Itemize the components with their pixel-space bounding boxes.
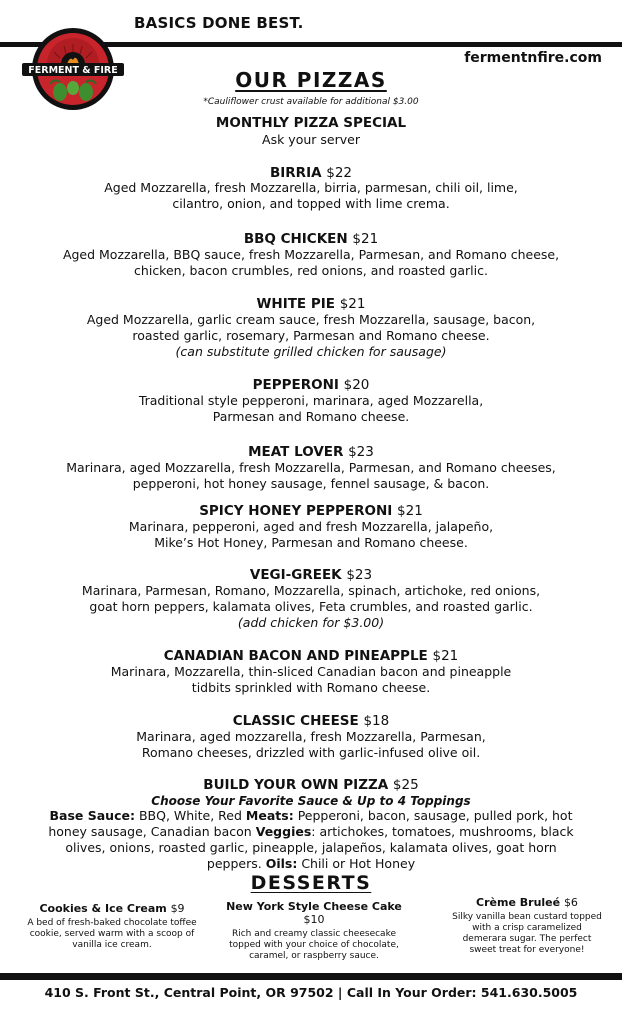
pizza-item-white-pie	[0, 296, 622, 312]
pizza-price: $18	[363, 713, 390, 729]
build-your-own-title	[0, 777, 622, 793]
oils-label: Oils:	[265, 856, 298, 871]
pizza-price: $23	[346, 567, 373, 583]
pizza-name: BIRRIA	[269, 165, 322, 181]
dessert-name: Cookies & Ice Cream	[39, 902, 167, 915]
pizza-desc: Marinara, Parmesan, Romano, Mozzarella, spinach, artichoke, red onions,	[81, 583, 541, 598]
pizza-desc: Aged Mozzarella, BBQ sauce, fresh Mozzarella, Parmesan, and Romano cheese,	[62, 247, 560, 262]
pizza-desc: goat horn peppers, kalamata olives, Feta crumbles, and roasted garlic.	[89, 599, 533, 614]
pizza-item-pepperoni	[0, 377, 622, 393]
desserts-heading: DESSERTS	[250, 872, 372, 894]
pizza-item-meat-lover	[0, 444, 622, 460]
pizza-name: SPICY HONEY PEPPERONI	[199, 503, 393, 519]
pizza-price: $21	[397, 503, 423, 519]
bottom-divider	[0, 973, 622, 980]
pizza-desc: Marinara, aged Mozzarella, fresh Mozzarella, Parmesan, and Romano cheeses,	[66, 460, 556, 475]
pizza-desc: Aged Mozzarella, garlic cream sauce, fresh Mozzarella, sausage, bacon,	[86, 312, 536, 327]
pizza-price: $25	[392, 777, 419, 793]
tagline: BASICS DONE BEST.	[134, 14, 304, 32]
build-your-own-options	[40, 808, 582, 872]
build-your-own-subtitle: Choose Your Favorite Sauce & Up to 4 Toppings	[151, 794, 471, 808]
pizza-name: VEGI-GREEK	[249, 567, 342, 583]
dessert-price: $6	[563, 896, 578, 909]
pizza-item-spicy-honey-pepperoni	[0, 503, 622, 519]
pizza-price: $20	[343, 377, 370, 393]
pizza-desc: chicken, bacon crumbles, red onions, and roasted garlic.	[134, 263, 488, 278]
oils-options: Chili or Hot Honey	[301, 856, 416, 871]
pizza-name: CANADIAN BACON AND PINEAPPLE	[163, 648, 428, 664]
veggies-label: Veggies	[255, 824, 312, 839]
pizza-price: $23	[348, 444, 374, 460]
cauliflower-note: *Cauliflower crust available for additional $3.00	[203, 97, 419, 107]
pizza-item-canadian-bacon-pineapple	[0, 648, 622, 664]
pizza-desc: roasted garlic, rosemary, Parmesan and Romano cheese.	[132, 328, 490, 343]
pizza-price: $21	[339, 296, 366, 312]
meats-options: Pepperoni, bacon, sausage, pulled pork, hot honey sausage, Canadian bacon	[48, 808, 573, 839]
sauce-options: BBQ, White, Red	[138, 808, 242, 823]
pizza-desc: pepperoni, hot honey sausage, fennel sausage, & bacon.	[132, 476, 490, 491]
pizza-name: PEPPERONI	[252, 377, 339, 393]
pizza-desc: Marinara, aged mozzarella, fresh Mozzarella, Parmesan,	[136, 729, 486, 744]
footer-address: 410 S. Front St., Central Point, OR 97502 | Call In Your Order: 541.630.5005	[44, 985, 578, 1000]
pizza-name: CLASSIC CHEESE	[232, 713, 359, 729]
dessert-name: New York Style Cheese Cake	[226, 900, 402, 913]
pizza-name: MEAT LOVER	[248, 444, 344, 460]
dessert-item-cookies	[14, 902, 210, 951]
dessert-price: $10	[303, 913, 325, 926]
special-desc: Ask your server	[262, 132, 360, 147]
pizza-name: BUILD YOUR OWN PIZZA	[203, 777, 389, 793]
pizza-desc: cilantro, onion, and topped with lime crema.	[172, 196, 450, 211]
veggies-options: : artichokes, tomatoes, mushrooms, black olives, onions, roasted garlic, pineapple, jalapeños, kalamata olives, goat horn peppers.	[65, 824, 574, 871]
pizza-desc: Romano cheeses, drizzled with garlic-infused olive oil.	[141, 745, 481, 760]
pizza-price: $21	[432, 648, 459, 664]
dessert-desc: Rich and creamy classic cheesecake topped with your choice of chocolate, caramel, or raspberry sauce.	[229, 929, 399, 961]
pizza-desc: Traditional style pepperoni, marinara, aged Mozzarella,	[138, 393, 484, 408]
pizza-item-birria	[0, 165, 622, 181]
pizza-name: BBQ CHICKEN	[243, 231, 348, 247]
dessert-desc: Silky vanilla bean custard topped with a crisp caramelized demerara sugar. The perfect sweet treat for everyone!	[452, 912, 602, 955]
pizza-item-vegi-greek	[0, 567, 622, 583]
meats-label: Meats:	[245, 808, 294, 823]
dessert-name: Crème Bruleé	[476, 896, 561, 909]
pizza-price: $21	[352, 231, 379, 247]
pizza-price: $22	[326, 165, 353, 181]
dessert-item-creme-brulee	[452, 896, 602, 956]
dessert-item-cheesecake	[218, 900, 410, 962]
website-link[interactable]: fermentnfire.com	[464, 50, 602, 66]
pizza-desc: Mike’s Hot Honey, Parmesan and Romano cheese.	[154, 535, 468, 550]
pizza-desc: Parmesan and Romano cheese.	[212, 409, 410, 424]
pizza-item-bbq-chicken	[0, 231, 622, 247]
pizza-note: (add chicken for $3.00)	[237, 615, 385, 630]
pizzas-heading: OUR PIZZAS	[235, 68, 387, 92]
pizza-desc: tidbits sprinkled with Romano cheese.	[191, 680, 431, 695]
logo-text: FERMENT & FIRE	[28, 65, 118, 76]
dessert-price: $9	[170, 902, 185, 915]
pizza-desc: Marinara, pepperoni, aged and fresh Mozzarella, jalapeño,	[128, 519, 494, 534]
pizza-note: (can substitute grilled chicken for sausage)	[175, 344, 447, 359]
pizza-name: WHITE PIE	[256, 296, 335, 312]
pizza-item-classic-cheese	[0, 713, 622, 729]
dessert-desc: A bed of fresh-baked chocolate toffee cookie, served warm with a scoop of vanilla ice cream.	[27, 918, 197, 950]
sauce-label: Base Sauce:	[49, 808, 135, 823]
special-title: MONTHLY PIZZA SPECIAL	[215, 115, 407, 131]
pizza-desc: Aged Mozzarella, fresh Mozzarella, birria, parmesan, chili oil, lime,	[104, 180, 518, 195]
pizza-desc: Marinara, Mozzarella, thin-sliced Canadian bacon and pineapple	[110, 664, 512, 679]
